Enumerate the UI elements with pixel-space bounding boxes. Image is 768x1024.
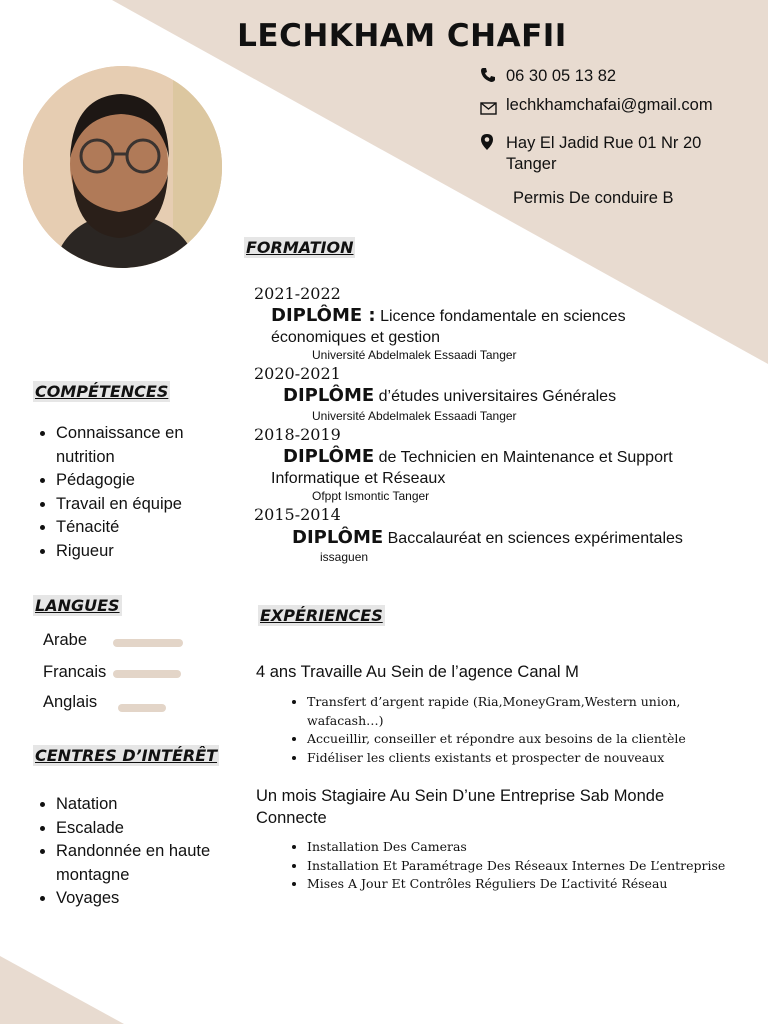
address-line-1: Hay El Jadid Rue 01 Nr 20 <box>506 134 702 152</box>
list-item: • Fidéliser les clients existants et prospecter de nouveaux <box>307 749 737 768</box>
experiences-title: EXPÉRIENCES <box>260 606 383 625</box>
mail-icon <box>480 96 506 120</box>
diploma-desc: Licence fondamentale en sciences économiques et gestion <box>271 308 626 346</box>
language-bar-track <box>113 670 181 678</box>
list-item: • Escalade <box>56 817 236 841</box>
experience-2-title: Un mois Stagiaire Au Sein D’une Entreprise Sab Monde Connecte <box>256 787 665 827</box>
diploma-label: DIPLÔME <box>283 385 375 406</box>
list-item: • Randonnée en haute montagne <box>56 840 236 887</box>
formation-diploma-2 <box>283 385 703 407</box>
phone-number: 06 30 05 13 82 <box>506 67 617 85</box>
language-bar-track <box>118 704 166 712</box>
list-item: • Voyages <box>56 887 236 911</box>
experience-1-title: 4 ans Travaille Au Sein de l’agence Canal M <box>256 663 579 681</box>
formation-school-3: Ofppt Ismontic Tanger <box>312 489 430 503</box>
langues-title: LANGUES <box>35 596 120 615</box>
list-item: • Accueillir, conseiller et répondre aux besoins de la clientèle <box>307 730 737 749</box>
language-bar-track <box>113 639 183 647</box>
experiences-heading <box>258 606 385 626</box>
interets-title: CENTRES D’INTÉRÊT <box>35 746 218 765</box>
interets-heading <box>33 746 219 766</box>
language-level-bar <box>113 639 183 647</box>
language-francais: Francais <box>43 663 107 681</box>
formation-year-3: 2018-2019 <box>254 425 341 444</box>
email-address: lechkhamchafai@gmail.com <box>506 96 713 114</box>
profile-photo <box>23 66 222 268</box>
formation-year-1: 2021-2022 <box>254 284 341 303</box>
formation-diploma-3 <box>271 446 681 489</box>
formation-school-4: issaguen <box>320 550 369 564</box>
list-item: • Pédagogie <box>56 469 236 493</box>
address-line-2: Tanger <box>506 155 557 173</box>
diploma-desc: de Technicien en Maintenance et Support Informatique et Réseaux <box>271 449 673 487</box>
contact-email <box>480 96 713 120</box>
competences-list <box>34 422 236 563</box>
formation-school-2: Université Abdelmalek Essaadi Tanger <box>312 409 517 423</box>
language-level-bar <box>118 704 166 712</box>
experience-2-tasks <box>282 838 737 894</box>
location-pin-icon <box>480 133 506 156</box>
formation-year-2: 2020-2021 <box>254 364 341 383</box>
list-item: • Installation Des Cameras <box>307 838 737 857</box>
experience-1-tasks <box>282 693 737 767</box>
list-item: • Connaissance en nutrition <box>56 422 236 469</box>
list-item: • Rigueur <box>56 540 236 564</box>
formation-title: FORMATION <box>246 238 354 257</box>
contact-address <box>480 133 701 175</box>
list-item: • Travail en équipe <box>56 493 236 517</box>
list-item: • Mises A Jour Et Contrôles Réguliers De L’activité Réseau <box>307 875 737 894</box>
formation-school-1: Université Abdelmalek Essaadi Tanger <box>312 348 517 362</box>
diploma-label: DIPLÔME : <box>271 305 376 326</box>
list-item: • Installation Et Paramétrage Des Réseaux Internes De L’entreprise <box>307 857 737 876</box>
langues-heading <box>33 596 122 616</box>
language-anglais: Anglais <box>43 693 98 711</box>
list-item: • Ténacité <box>56 516 236 540</box>
phone-icon <box>480 67 506 88</box>
candidate-name: LECHKHAM CHAFII <box>237 18 567 54</box>
interets-list <box>34 793 236 911</box>
formation-diploma-1 <box>271 305 691 348</box>
formation-diploma-4 <box>292 527 752 549</box>
language-level-bar <box>113 670 181 678</box>
diploma-label: DIPLÔME <box>283 446 375 467</box>
driving-licence: Permis De conduire B <box>513 189 674 207</box>
formation-year-4: 2015-2014 <box>254 505 341 524</box>
diploma-desc: Baccalauréat en sciences expérimentales <box>383 530 683 547</box>
diploma-label: DIPLÔME <box>292 527 384 548</box>
diploma-desc: d’études universitaires Générales <box>374 388 617 405</box>
list-item: • Natation <box>56 793 236 817</box>
competences-title: COMPÉTENCES <box>35 382 169 401</box>
language-arabe: Arabe <box>43 631 88 649</box>
competences-heading <box>33 382 170 402</box>
formation-heading <box>244 238 355 258</box>
list-item: • Transfert d’argent rapide (Ria,MoneyGram,Western union, wafacash…) <box>307 693 737 730</box>
contact-phone <box>480 67 616 88</box>
